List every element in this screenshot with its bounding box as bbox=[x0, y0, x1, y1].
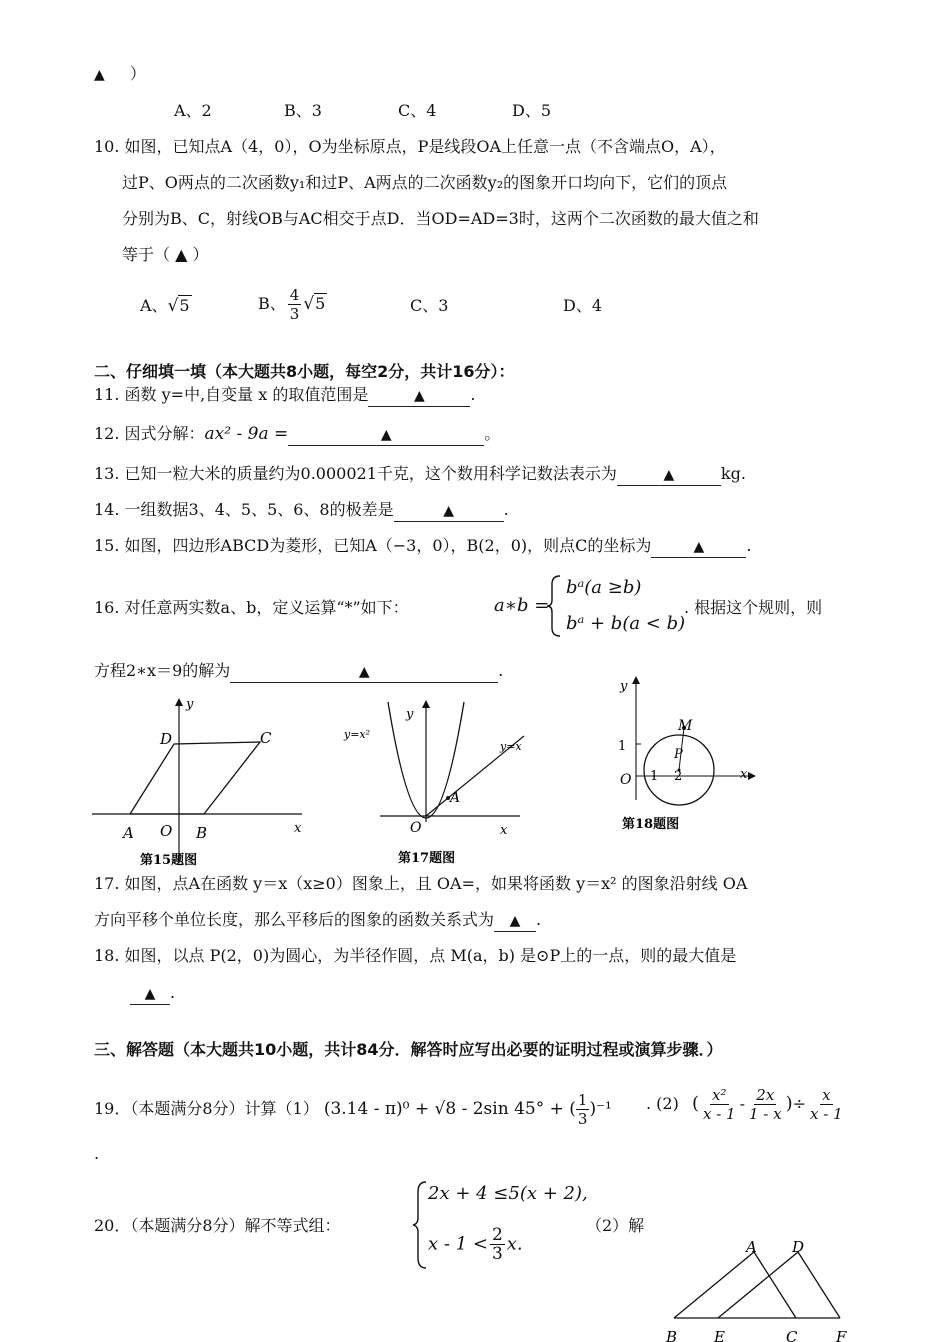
q16-brace bbox=[546, 574, 562, 638]
question-20-part2: （2）解 bbox=[586, 1216, 645, 1235]
x-tick-label-1: 1 bbox=[650, 769, 659, 784]
q20-inequality-1: 2x + 4 ≤5(x + 2), bbox=[428, 1183, 588, 1204]
point-label-c: C bbox=[260, 729, 272, 747]
fraction: $\frac{1}{3}$ bbox=[577, 1091, 588, 1128]
question-12: 12. 因式分解：ax² - 9a = ▲ 。 bbox=[94, 424, 501, 444]
question-17-line1: 17. 如图，点A在函数 y＝x（x≥0）图象上，且 OA=，如果将函数 y＝x² 的图象沿射线 OA bbox=[94, 874, 748, 893]
fraction: $\frac{2}{3}$ bbox=[491, 1225, 503, 1264]
q10-option-d: D、4 bbox=[563, 296, 603, 315]
origin-label: O bbox=[620, 772, 632, 788]
answer-blank[interactable]: ▲ bbox=[394, 500, 504, 522]
q9-option-d: D、5 bbox=[512, 101, 552, 120]
axis-label-x: x bbox=[740, 767, 748, 782]
point-label-m: M bbox=[678, 718, 693, 734]
point-label-d: D bbox=[160, 730, 173, 748]
figure-17 bbox=[340, 694, 530, 866]
axis-label-y: y bbox=[406, 707, 414, 722]
figure-caption: 第17题图 bbox=[398, 851, 456, 866]
section-3-heading: 三、解答题（本大题共10小题，共计84分．解答时应写出必要的证明过程或演算步骤．） bbox=[94, 1040, 723, 1059]
answer-blank[interactable]: ▲ bbox=[617, 464, 721, 486]
point-label-p: P bbox=[674, 747, 683, 762]
point-label-d: D bbox=[792, 1238, 805, 1256]
answer-blank[interactable]: ▲ bbox=[494, 910, 536, 932]
figure-caption: 第15题图 bbox=[140, 853, 198, 868]
question-19-trailing: . bbox=[94, 1144, 100, 1163]
q10-line2: 过P、O两点的二次函数y₁和过P、A两点的二次函数y₂的图象开口均向下，它们的顶点 bbox=[122, 173, 728, 192]
question-16-text: 16. 对任意两实数a、b，定义运算“*”如下： bbox=[94, 598, 409, 617]
answer-blank[interactable]: ▲ bbox=[130, 983, 170, 1005]
point-label-a: A bbox=[123, 824, 134, 842]
question-18-line1: 18. 如图，以点 P(2，0)为圆心，为半径作圆，点 M(a，b) 是⊙P上的一点，则的最大值是 bbox=[94, 946, 737, 965]
point-label-c: C bbox=[786, 1328, 798, 1342]
q16-case-1: bᵃ(a ≥b) bbox=[566, 577, 642, 598]
question-19: 19．（本题满分8分）计算（1） (3.14 - π)⁰ + √8 - 2sin 45° + ( $\frac{1}{3}$ )⁻¹ bbox=[94, 1091, 612, 1128]
fraction: $\frac{4}{3}$ bbox=[289, 286, 300, 323]
question-11: 11. 函数 y=中,自变量 x 的取值范围是 ▲ . bbox=[94, 385, 475, 407]
q10-line1: 10. 如图，已知点A（4，0），O为坐标原点，P是线段OA上任意一点（不含端点O，A）， bbox=[94, 137, 726, 156]
q9-tail: ▲ ） bbox=[94, 64, 146, 83]
curve-label-line: y=x bbox=[500, 740, 522, 753]
q20-brace bbox=[412, 1180, 428, 1270]
answer-blank[interactable]: ▲ bbox=[230, 661, 498, 683]
answer-blank[interactable]: ▲ bbox=[288, 424, 484, 446]
figure-15 bbox=[90, 692, 310, 870]
fraction: $\frac{2x}{1 - x}$ bbox=[748, 1086, 782, 1123]
point-label-o: O bbox=[160, 822, 173, 840]
axis-label-y: y bbox=[620, 679, 628, 694]
q10-option-a: A、√5 bbox=[140, 296, 190, 316]
question-19-part2: . (2) ( $\frac{\text{x²}}{x - 1}$ - $\frac{2x}{1 - x}$ )÷ $\frac{x}{x - 1}$ bbox=[646, 1086, 843, 1123]
q16-rule: . 根据这个规则，则 bbox=[684, 598, 823, 617]
point-label-f: F bbox=[836, 1328, 847, 1342]
point-label-a: A bbox=[746, 1238, 757, 1256]
curve-label-parabola: y=x² bbox=[344, 728, 371, 741]
axis-label-x: x bbox=[500, 823, 508, 838]
figure-20 bbox=[660, 1236, 860, 1342]
question-13: 13. 已知一粒大米的质量约为0.000021千克，这个数用科学记数法表示为 ▲ kg. bbox=[94, 464, 746, 486]
point-label-b: B bbox=[196, 824, 208, 842]
question-18-line2: ▲ . bbox=[130, 983, 175, 1005]
question-20-text: 20．（本题满分8分）解不等式组： bbox=[94, 1216, 341, 1235]
figure-caption: 第18题图 bbox=[622, 817, 680, 832]
answer-blank[interactable]: ▲ bbox=[651, 536, 746, 558]
point-label-e: E bbox=[714, 1328, 725, 1342]
y-tick-label: 1 bbox=[618, 739, 627, 754]
answer-blank[interactable]: ▲ bbox=[368, 385, 470, 407]
q9-option-c: C、4 bbox=[398, 101, 437, 120]
section-2-heading: 二、仔细填一填（本大题共8小题，每空2分，共计16分）： bbox=[94, 362, 515, 381]
question-17-line2: 方向平移个单位长度，那么平移后的图象的函数关系式为 ▲ . bbox=[94, 910, 541, 932]
q10-option-c: C、3 bbox=[410, 296, 449, 315]
q16-case-2: bᵃ + b(a < b) bbox=[566, 613, 686, 634]
q16-lhs: a∗b = bbox=[494, 595, 550, 616]
x-tick-label-2: 2 bbox=[674, 769, 683, 784]
fraction: $\frac{\text{x²}}{x - 1}$ bbox=[702, 1086, 736, 1123]
axis-label-x: x bbox=[294, 821, 302, 836]
q10-line3: 分别为B、C，射线OB与AC相交于点D．当OD=AD=3时，这两个二次函数的最大值之和 bbox=[122, 209, 759, 228]
q9-option-a: A、2 bbox=[174, 101, 212, 120]
origin-label: O bbox=[410, 820, 422, 836]
question-14: 14. 一组数据3、4、5、5、6、8的极差是 ▲ . bbox=[94, 500, 509, 522]
axis-label-y: y bbox=[186, 697, 194, 712]
answer-marker: ▲ bbox=[94, 67, 105, 83]
q10-option-b: B、 $\frac{4}{3}$ √5 bbox=[258, 286, 326, 323]
q16-line2: 方程2∗x＝9的解为 ▲ . bbox=[94, 661, 503, 683]
q10-line4: 等于（ ▲ ） bbox=[122, 245, 209, 264]
q20-inequality-2: x - 1 < $\frac{2}{3}$ x. bbox=[428, 1225, 523, 1264]
question-15: 15. 如图，四边形ABCD为菱形，已知A（−3，0），B(2，0)，则点C的坐标为 ▲ . bbox=[94, 536, 751, 558]
point-label-a: A bbox=[450, 790, 461, 806]
q9-option-b: B、3 bbox=[284, 101, 322, 120]
point-label-b: B bbox=[666, 1328, 678, 1342]
fraction: $\frac{x}{x - 1}$ bbox=[810, 1086, 843, 1123]
figure-18 bbox=[612, 672, 762, 838]
